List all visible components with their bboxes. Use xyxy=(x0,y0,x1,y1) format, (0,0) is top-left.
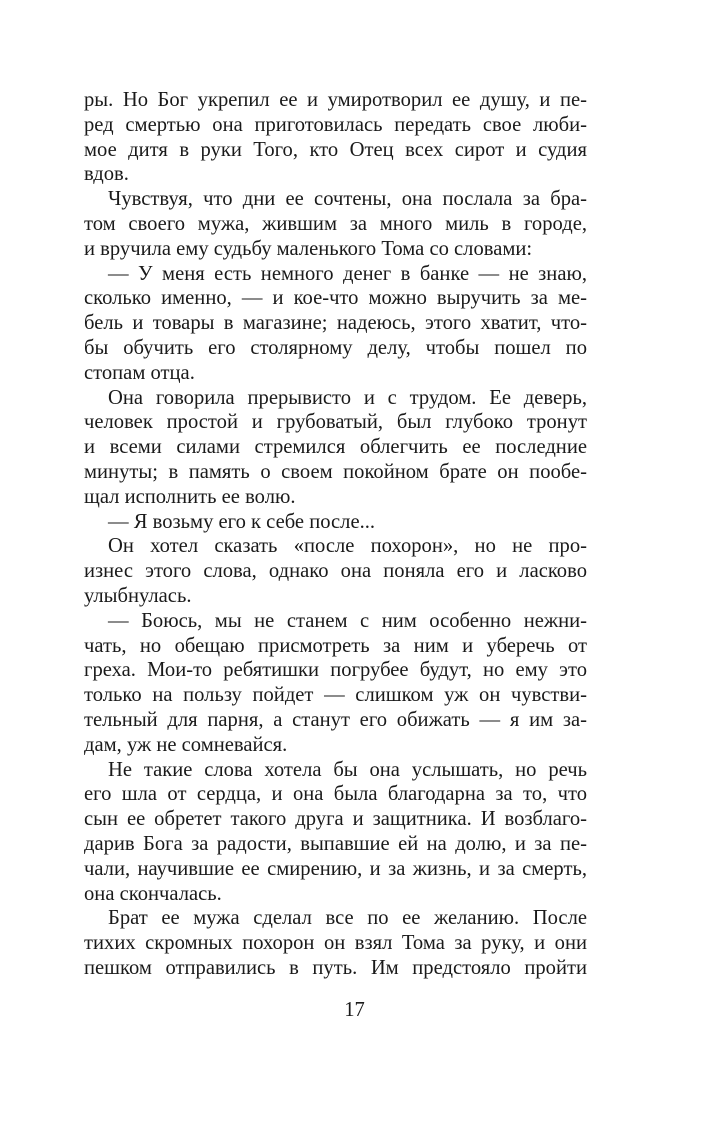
paragraph xyxy=(84,88,587,187)
paragraph xyxy=(84,262,587,386)
text-line: щал исполнить ее волю. xyxy=(84,485,296,508)
text-line: бы обучить его столярному делу, чтобы пошел по xyxy=(84,336,587,359)
text-line: бель и товары в магазине; надеюсь, этого хватит, что- xyxy=(84,312,587,335)
text-line: тельный для парня, а станут его обижать — я им за- xyxy=(84,708,587,731)
text-line: минуты; в память о своем покойном брате он пообе- xyxy=(84,460,587,483)
paragraph xyxy=(84,758,587,907)
text-line: человек простой и грубоватый, был глубоко тронут xyxy=(84,411,587,434)
text-line: греха. Мои-то ребятишки погрубее будут, но ему это xyxy=(84,659,587,682)
paragraph xyxy=(84,510,587,535)
text-line: Не такие слова хотела бы она услышать, но речь xyxy=(108,758,587,781)
text-line: ры. Но Бог укрепил ее и умиротворил ее душу, и пе- xyxy=(84,89,587,111)
text-line: и всеми силами стремился облегчить ее последние xyxy=(84,436,587,459)
text-line: вдов. xyxy=(84,163,129,186)
text-line: Она говорила прерывисто и с трудом. Ее деверь, xyxy=(108,386,587,409)
text-line: она скончалась. xyxy=(84,882,222,905)
text-line: Он хотел сказать «после похорон», но не про- xyxy=(108,535,587,558)
text-line: дам, уж не сомневайся. xyxy=(84,733,288,756)
text-line: сколько именно, — и кое-что можно выручить за ме- xyxy=(84,287,587,310)
text-line: стопам отца. xyxy=(84,361,195,384)
text-line: мое дитя в руки Того, кто Отец всех сирот и судия xyxy=(84,138,587,161)
paragraph xyxy=(84,906,587,980)
page-body-text xyxy=(84,88,587,981)
text-line: сын ее обретет такого друга и защитника. И возблаго- xyxy=(84,808,587,831)
paragraph xyxy=(84,187,587,261)
text-line: его шла от сердца, и она была благодарна за то, что xyxy=(84,783,587,806)
text-line: пешком отправились в путь. Им предстояло пройти xyxy=(84,956,587,979)
text-line: дарив Бога за радости, выпавшие ей на долю, и за пе- xyxy=(84,832,587,855)
paragraph xyxy=(84,386,587,510)
text-line: только на пользу пойдет — слишком уж он чувстви- xyxy=(84,684,587,707)
text-line: Брат ее мужа сделал все по ее желанию. После xyxy=(108,907,587,930)
text-line: том своего мужа, жившим за много миль в городе, xyxy=(84,212,587,235)
paragraph xyxy=(84,609,587,758)
text-line: — Я возьму его к себе после... xyxy=(108,510,376,533)
text-line: чали, научившие ее смирению, и за жизнь, и за смерть, xyxy=(84,857,587,880)
text-line: Чувствуя, что дни ее сочтены, она послала за бра- xyxy=(108,188,587,211)
page-number: 17 xyxy=(344,999,365,1021)
text-line: — У меня есть немного денег в банке — не знаю, xyxy=(108,262,587,285)
text-line: улыбнулась. xyxy=(84,584,192,607)
text-line: тихих скромных похорон он взял Тома за руку, и они xyxy=(84,932,587,955)
text-line: и вручила ему судьбу маленького Тома со словами: xyxy=(84,237,533,260)
paragraph xyxy=(84,534,587,608)
text-line: чать, но обещаю присмотреть за ним и уберечь от xyxy=(84,634,587,657)
text-line: ред смертью она приготовилась передать свое люби- xyxy=(84,113,587,136)
text-line: — Боюсь, мы не станем с ним особенно нежни- xyxy=(108,609,587,632)
text-line: изнес этого слова, однако она поняла его и ласково xyxy=(84,560,587,583)
